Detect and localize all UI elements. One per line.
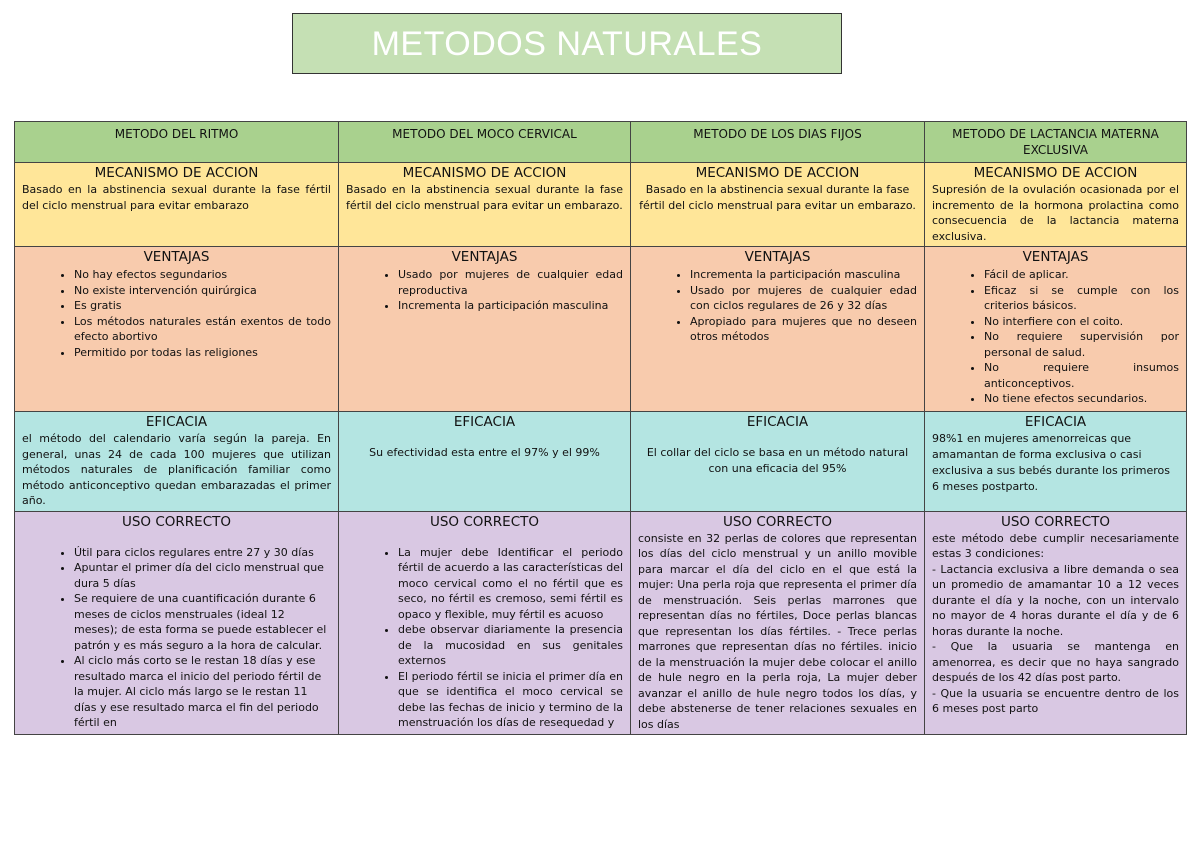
section-title: USO CORRECTO	[429, 513, 539, 530]
title-banner	[292, 13, 842, 74]
list-item: • Es gratis	[74, 298, 331, 314]
list-item: • No tiene efectos secundarios.	[984, 391, 1179, 407]
uso-list	[22, 545, 331, 731]
ventajas-row	[15, 247, 1187, 412]
ventajas-cell	[339, 247, 631, 412]
list-item: • Usado por mujeres de cualquier edad con ciclos regulares de 26 y 32 días	[690, 283, 917, 314]
list-item: • La mujer debe Identificar el periodo fértil de acuerdo a las características del moco cervical como el no fértil que es seco, no fértil es cremoso, semi fértil es opaco y flexible, muy fértil es acuoso	[398, 545, 623, 623]
section-title: EFICACIA	[145, 414, 208, 430]
uso-correcto-cell	[631, 511, 925, 735]
list-item: • Eficaz si se cumple con los criterios básicos.	[984, 283, 1179, 314]
section-title: USO CORRECTO	[121, 513, 231, 530]
section-title: EFICACIA	[1024, 414, 1087, 430]
section-title: MECANISMO DE ACCION	[94, 165, 259, 181]
list-item: • Los métodos naturales están exentos de todo efecto abortivo	[74, 314, 331, 345]
mecanismo-text: Supresión de la ovulación ocasionada por el incremento de la hormona prolactina como consecuencia de la lactancia materna exclusiva.	[932, 183, 1179, 243]
ventajas-list	[346, 267, 623, 314]
mecanismo-text: Basado en la abstinencia sexual durante la fase fértil del ciclo menstrual para evitar un embarazo.	[346, 183, 623, 212]
uso-line: este método debe cumplir necesariamente estas 3 condiciones:	[932, 531, 1179, 560]
eficacia-text: El collar del ciclo se basa en un método natural con una eficacia del 95%	[646, 446, 909, 475]
section-title: MECANISMO DE ACCION	[402, 165, 567, 181]
list-item: • Permitido por todas las religiones	[74, 345, 331, 361]
eficacia-row	[15, 412, 1187, 512]
page-title: METODOS NATURALES	[371, 25, 763, 63]
ventajas-list	[22, 267, 331, 360]
section-title: MECANISMO DE ACCION	[973, 165, 1138, 181]
list-item: • No requiere insumos anticonceptivos.	[984, 360, 1179, 391]
column-header: METODO DE LACTANCIA MATERNA EXCLUSIVA	[925, 122, 1187, 163]
uso-line: - Que la usuaria se encuentre dentro de los 6 meses post parto	[932, 686, 1179, 715]
eficacia-text: 98%1 en mujeres amenorreicas que amamantan de forma exclusiva o casi exclusiva a sus bebés durante los primeros 6 meses postparto.	[932, 432, 1170, 493]
mecanismo-cell	[925, 163, 1187, 247]
uso-correcto-row	[15, 511, 1187, 735]
ventajas-cell	[925, 247, 1187, 412]
mecanismo-row	[15, 163, 1187, 247]
header-row	[15, 122, 1187, 163]
section-title: EFICACIA	[453, 414, 516, 430]
list-item: • No hay efectos segundarios	[74, 267, 331, 283]
uso-text: consiste en 32 perlas de colores que representan los días del ciclo menstrual y un anillo movible para marcar el día del ciclo en el que está la mujer: Una perla roja que representa el primer día de menstruación. Seis perlas marrones que representan días no fértiles, Doce perlas blancas que representan los días fértiles. - Trece perlas marrones que representan días no fértiles. inicio de la menstruación la mujer debe colocar el anillo de hule negro en la perla roja, La mujer deber avanzar el anillo de hule negro todos los días, y debe abstenerse de tener relaciones sexuales en los días	[638, 531, 917, 731]
mecanismo-cell	[15, 163, 339, 247]
section-title: MECANISMO DE ACCION	[695, 165, 860, 181]
section-title: EFICACIA	[746, 414, 809, 430]
section-title: VENTAJAS	[143, 249, 210, 265]
list-item: • Incrementa la participación masculina	[398, 298, 623, 314]
column-header: METODO DE LOS DIAS FIJOS	[631, 122, 925, 163]
uso-list	[346, 545, 623, 731]
methods-table	[14, 121, 1187, 735]
section-title: USO CORRECTO	[722, 513, 832, 530]
ventajas-list	[638, 267, 917, 345]
uso-line: - Que la usuaria se mantenga en amenorrea, es decir que no haya sangrado después de los 42 días post parto.	[932, 640, 1179, 684]
section-title: USO CORRECTO	[1000, 513, 1110, 530]
list-item: • No existe intervención quirúrgica	[74, 283, 331, 299]
eficacia-cell	[15, 412, 339, 512]
list-item: • Se requiere de una cuantificación durante 6 meses de ciclos menstruales (ideal 12 meses); de esta forma se puede establecer el patrón y es más seguro a la hora de calcular.	[74, 591, 331, 653]
mecanismo-text: Basado en la abstinencia sexual durante la fase fértil del ciclo menstrual para evitar un embarazo.	[639, 183, 916, 212]
list-item: • Apuntar el primer día del ciclo menstrual que dura 5 días	[74, 560, 331, 591]
eficacia-cell	[631, 412, 925, 512]
uso-correcto-cell	[339, 511, 631, 735]
section-title: VENTAJAS	[1022, 249, 1089, 265]
mecanismo-cell	[339, 163, 631, 247]
mecanismo-text: Basado en la abstinencia sexual durante la fase fértil del ciclo menstrual para evitar embarazo	[22, 183, 331, 212]
ventajas-list	[932, 267, 1179, 407]
list-item: • Apropiado para mujeres que no deseen otros métodos	[690, 314, 917, 345]
list-item: • No interfiere con el coito.	[984, 314, 1179, 330]
eficacia-text: el método del calendario varía según la pareja. En general, unas 24 de cada 100 mujeres que utilizan métodos naturales de planificación familiar como método anticonceptivo quedan embarazadas el primer año.	[22, 432, 331, 507]
column-header: METODO DEL RITMO	[15, 122, 339, 163]
uso-correcto-cell	[925, 511, 1187, 735]
list-item: • Usado por mujeres de cualquier edad reproductiva	[398, 267, 623, 298]
list-item: • Fácil de aplicar.	[984, 267, 1179, 283]
column-header: METODO DEL MOCO CERVICAL	[339, 122, 631, 163]
eficacia-text: Su efectividad esta entre el 97% y el 99%	[369, 446, 600, 459]
list-item: • No requiere supervisión por personal de salud.	[984, 329, 1179, 360]
mecanismo-cell	[631, 163, 925, 247]
uso-correcto-cell	[15, 511, 339, 735]
list-item: • Útil para ciclos regulares entre 27 y 30 días	[74, 545, 331, 561]
list-item: • debe observar diariamente la presencia de la mucosidad en sus genitales externos	[398, 622, 623, 669]
eficacia-cell	[925, 412, 1187, 512]
ventajas-cell	[15, 247, 339, 412]
eficacia-cell	[339, 412, 631, 512]
list-item: • Al ciclo más corto se le restan 18 días y ese resultado marca el inicio del periodo fértil de la mujer. Al ciclo más largo se le restan 11 días y ese resultado marca el fin del periodo fértil en	[74, 653, 331, 731]
ventajas-cell	[631, 247, 925, 412]
list-item: • El periodo fértil se inicia el primer día en que se identifica el moco cervical se debe las fechas de inicio y termino de la menstruación los días de resequedad y	[398, 669, 623, 731]
section-title: VENTAJAS	[744, 249, 811, 265]
section-title: VENTAJAS	[451, 249, 518, 265]
list-item: • Incrementa la participación masculina	[690, 267, 917, 283]
uso-line: - Lactancia exclusiva a libre demanda o sea un promedio de amamantar 10 a 12 veces durante el día y la noche, con un intervalo no mayor de 4 horas durante el día y de 6 horas durante la noche.	[932, 562, 1179, 638]
